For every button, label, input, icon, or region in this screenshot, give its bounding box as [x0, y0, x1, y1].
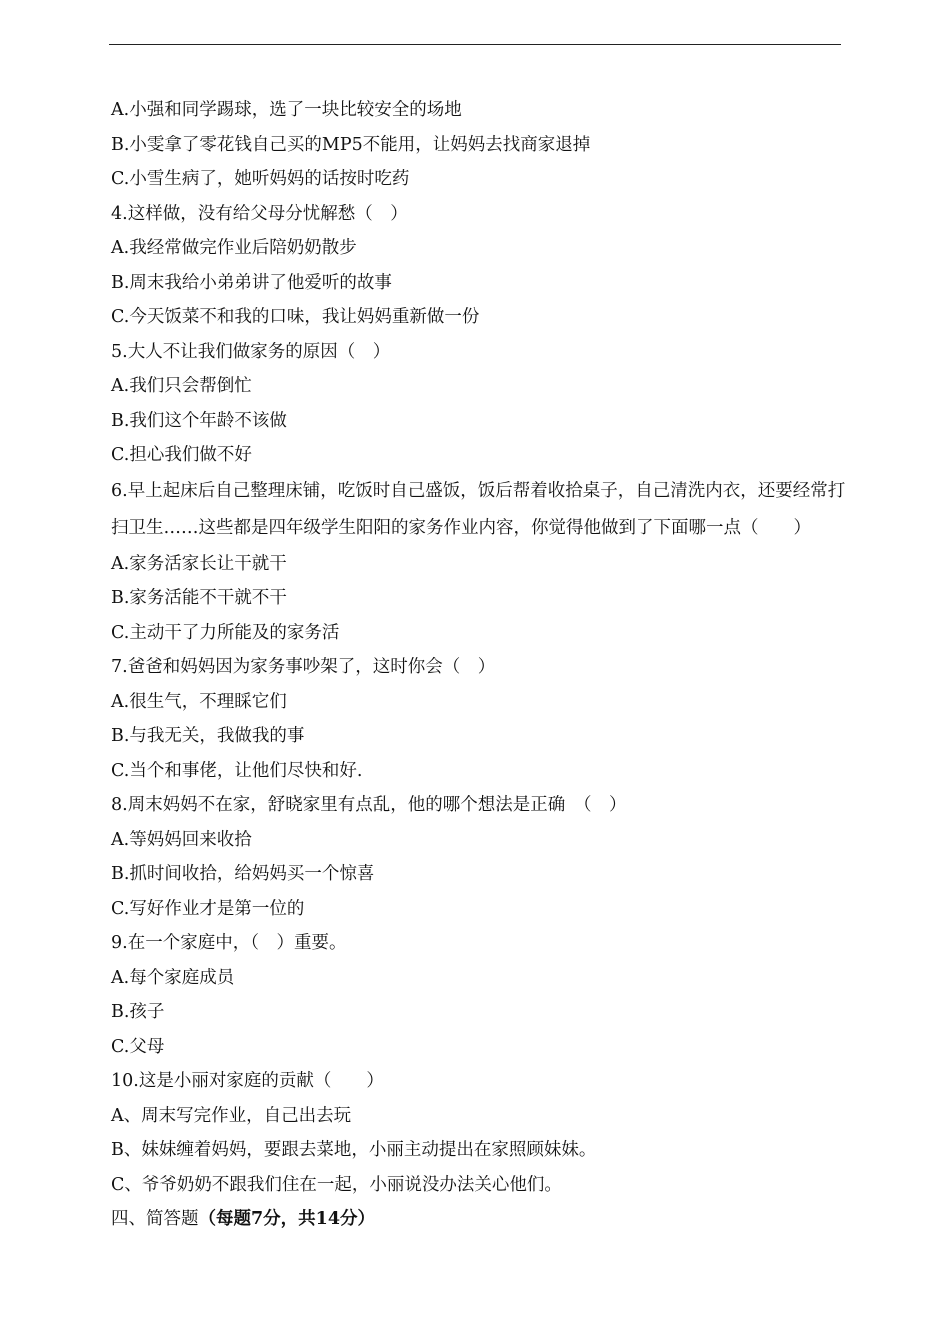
text-line: C.小雪生病了，她听妈妈的话按时吃药: [111, 169, 410, 189]
section-heading: [111, 1202, 846, 1237]
text-line: B.我们这个年龄不该做: [111, 410, 287, 431]
question-6: 6.早上起床后自己整理床铺，吃饭时自己盛饭，饭后帮着收拾桌子，自己清洗内衣，还要经常打扫卫生……这些都是四年级学生阳阳的家务作业内容，你觉得他做到了下面哪一点（ ）: [111, 480, 846, 538]
text-line: A.我经常做完作业后陪奶奶散步: [111, 238, 357, 258]
question-9: 9.在一个家庭中，（ ）重要。: [111, 933, 347, 953]
text-line: B.周末我给小弟弟讲了他爱听的故事: [111, 272, 392, 293]
question-10: 10.这是小丽对家庭的贡献（ ）: [111, 1071, 384, 1091]
text-line: A.我们只会帮倒忙: [111, 376, 252, 396]
text-line: C.当个和事佬，让他们尽快和好.: [111, 760, 363, 781]
question-5: 5.大人不让我们做家务的原因（ ）: [111, 341, 391, 362]
text-line: A.家务活家长让干就干: [111, 553, 287, 574]
text-line: B.家务活能不干就不干: [111, 588, 287, 608]
question-7: 7.爸爸和妈妈因为家务事吵架了，这时你会（ ）: [111, 657, 496, 677]
header-rule: [109, 44, 841, 45]
text-line: A、周末写完作业，自己出去玩: [111, 1105, 352, 1126]
text-line: C.担心我们做不好: [111, 445, 252, 465]
text-line: B.小雯拿了零花钱自己买的MP5不能用，让妈妈去找商家退掉: [111, 134, 591, 155]
text-line: A.等妈妈回来收拾: [111, 829, 252, 850]
text-line: C.写好作业才是第一位的: [111, 898, 305, 919]
text-line: B.与我无关，我做我的事: [111, 726, 305, 746]
question-8: 8.周末妈妈不在家，舒晓家里有点乱，他的哪个想法是正确 （ ）: [111, 795, 627, 815]
text-line: A.小强和同学踢球，选了一块比较安全的场地: [111, 100, 462, 120]
worksheet-content: [111, 93, 846, 1237]
text-line: A.每个家庭成员: [111, 967, 235, 988]
section-label: 四、简答题: [111, 1209, 199, 1229]
text-line: C.今天饭菜不和我的口味，我让妈妈重新做一份: [111, 307, 480, 327]
section-score-note: （每题7分，共14分）: [198, 1209, 376, 1229]
text-line: B、妹妹缠着妈妈，要跟去菜地，小丽主动提出在家照顾妹妹。: [111, 1140, 597, 1160]
text-line: C.父母: [111, 1036, 165, 1057]
text-line: B.抓时间收拾，给妈妈买一个惊喜: [111, 864, 375, 884]
text-line: C.主动干了力所能及的家务活: [111, 622, 340, 643]
question-4: 4.这样做，没有给父母分忧解愁（ ）: [111, 203, 408, 224]
text-line: C、爷爷奶奶不跟我们住在一起，小丽说没办法关心他们。: [111, 1174, 562, 1195]
text-line: A.很生气，不理睬它们: [111, 691, 287, 712]
text-line: B.孩子: [111, 1002, 165, 1022]
